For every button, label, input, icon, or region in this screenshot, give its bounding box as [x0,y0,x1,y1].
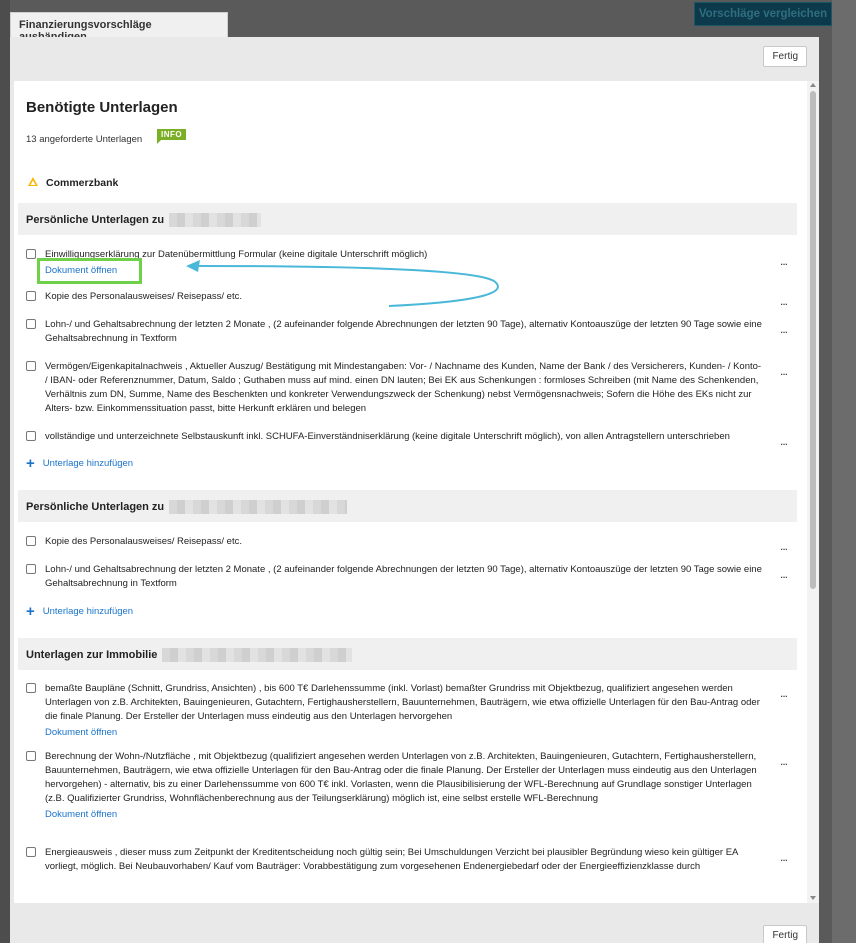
item-label: Kopie des Personalausweises/ Reisepass/ etc. [45,536,242,547]
plus-icon: + [26,603,35,620]
item-menu-button[interactable]: ... [780,539,788,553]
page-title: Benötigte Unterlagen [26,99,178,116]
item-label: Energieausweis , dieser muss zum Zeitpunkt der Kreditentscheidung noch gültig sein; Bei Umschuldungen Verzicht bei plausibler Begründung wieso kein gültiger EA vorliegt, möglich. Bei Neubauvorhaben/ Kauf vom Bauträger: Vorabbestätigung zum vorgesehenen Endenergiebedarf oder der Energieeffizienzklasse durch [45,847,738,872]
add-document-label: Unterlage hinzufügen [42,606,134,617]
dialog [10,37,819,943]
section-header-property [18,638,797,670]
item-checkbox[interactable] [26,683,36,693]
item-menu-button[interactable]: ... [780,322,788,336]
compare-proposals-button[interactable]: Vorschläge vergleichen [694,2,832,26]
item-checkbox[interactable] [26,536,36,546]
bank-name: Commerzbank [46,177,119,189]
item-label: Vermögen/Eigenkapitalnachweis , Aktueller Auszug/ Bestätigung mit Mindestangaben: Vor- / Nachname des Kunden, Name der Bank / des Versicherers, Kunden- / Konto- / IBAN- oder Referenznummer, Datum, Saldo ; Guthaben muss auf mind. einen DN lauten; Bei EK aus Schenkungen : formloses Schreiben (mit Name des Schenkenden, Verhältnis zum DN, Summe, Name des Beschenkten und konkreter Verwendungszweck der Schenkung) nebst Vermögensnachweis; Sofern die Höhe des EKs nicht zur Alters- bzw. Einkommenssituation passt, bitte Herkunft erklären und belegen [45,361,762,414]
item-label: Einwilligungserklärung zur Datenübermittlung Formular (keine digitale Unterschrift möglich) [45,249,428,260]
scroll-up-icon[interactable] [810,83,816,87]
redacted-name [169,213,261,227]
section-header-personal-2 [18,490,797,522]
scrollbar[interactable] [807,81,819,903]
section-title: Persönliche Unterlagen zu [26,213,165,226]
redacted-address [162,648,352,662]
add-document-button[interactable] [26,455,133,472]
item-checkbox[interactable] [26,249,36,259]
item-checkbox[interactable] [26,361,36,371]
item-menu-button[interactable]: ... [780,294,788,308]
section-header-personal-1 [18,203,797,235]
item-menu-button[interactable]: ... [780,254,788,268]
add-document-label: Unterlage hinzufügen [42,458,134,469]
item-menu-button[interactable]: ... [780,567,788,581]
item-checkbox[interactable] [26,564,36,574]
item-checkbox[interactable] [26,431,36,441]
item-menu-button[interactable]: ... [780,364,788,378]
item-label: Berechnung der Wohn-/Nutzfläche , mit Objektbezug (qualifiziert angesehen werden Unterlagen von z.B. Architekten, Bauingenieuren, Gutachtern, Fertighausherstellern, Bauunternehmen, Bauträgern, wie etwa offizielle Unterlagen für den Bau-Antrag oder die finale Planung. Der Ersteller der Unterlagen muss eindeutig aus den Unterlagen hervorgehen) - alternativ, bis zu einer Darlehenssumme von 600 T€ inkl. Vorlasten, wenn die Plausibilisierung der WFL-Berechnung auf Grundlage sonstiger Unterlagen (z.B. Qualifizierter Grundriss, Wohnflächenberechnung aus der Teilungserklärung) möglich ist, eine selbst erstelle WFL-Berechnung [45,751,757,804]
item-label: vollständige und unterzeichnete Selbstauskunft inkl. SCHUFA-Einverständniserklärung (keine digitale Unterschrift möglich), von allen Antragstellern unterschrieben [45,431,730,442]
item-label: Lohn-/ und Gehaltsabrechnung der letzten 2 Monate , (2 aufeinander folgende Abrechnungen der letzten 90 Tage), alternativ Kontoauszüge der letzten 90 Tage sowie eine Gehaltsabrechnung in Textform [45,564,762,589]
item-menu-button[interactable]: ... [780,754,788,768]
item-label: Lohn-/ und Gehaltsabrechnung der letzten 2 Monate , (2 aufeinander folgende Abrechnungen der letzten 90 Tage), alternativ Kontoauszüge der letzten 90 Tage sowie eine Gehaltsabrechnung in Textform [45,319,762,344]
document-count: 13 angeforderte Unterlagen [26,134,143,145]
plus-icon: + [26,455,35,472]
documents-panel [14,81,807,903]
item-label: Kopie des Personalausweises/ Reisepass/ etc. [45,291,242,302]
redacted-name [169,500,347,514]
item-checkbox[interactable] [26,319,36,329]
background-right [832,0,856,943]
dialog-topbar [10,37,819,81]
item-checkbox[interactable] [26,291,36,301]
add-document-button[interactable] [26,603,133,620]
item-checkbox[interactable] [26,847,36,857]
done-button-bottom[interactable]: Fertig [763,925,807,943]
section-title: Persönliche Unterlagen zu [26,500,165,513]
commerzbank-logo-icon [27,176,39,188]
background-left [0,0,10,943]
open-document-link[interactable]: Dokument öffnen [45,727,118,738]
item-menu-button[interactable]: ... [780,850,788,864]
item-label: bemaßte Baupläne (Schnitt, Grundriss, Ansichten) , bis 600 T€ Darlehenssumme (inkl. Vorlast) bemaßter Grundriss mit Objektbezug, qualifiziert angesehen werden Unterlagen von z.B. Architekten, Bauingenieuren, Gutachtern, Fertighausherstellern, Bauunternehmen, Bauträgern, wie etwa offizielle Unterlagen für den Bau-Antrag oder die finale Planung. Der Ersteller der Unterlagen muss eindeutig aus den Unterlagen hervorgehen [45,683,760,722]
open-document-link[interactable]: Dokument öffnen [45,809,118,820]
item-checkbox[interactable] [26,751,36,761]
item-menu-button[interactable]: ... [780,434,788,448]
scroll-down-icon[interactable] [810,896,816,900]
done-button-top[interactable]: Fertig [763,46,807,67]
scroll-thumb[interactable] [810,91,816,589]
dialog-tab: Finanzierungsvorschläge [10,12,228,38]
item-menu-button[interactable]: ... [780,686,788,700]
section-title: Unterlagen zur Immobilie [26,648,158,661]
open-document-link[interactable]: Dokument öffnen [45,265,118,276]
info-badge[interactable]: INFO [157,129,186,140]
